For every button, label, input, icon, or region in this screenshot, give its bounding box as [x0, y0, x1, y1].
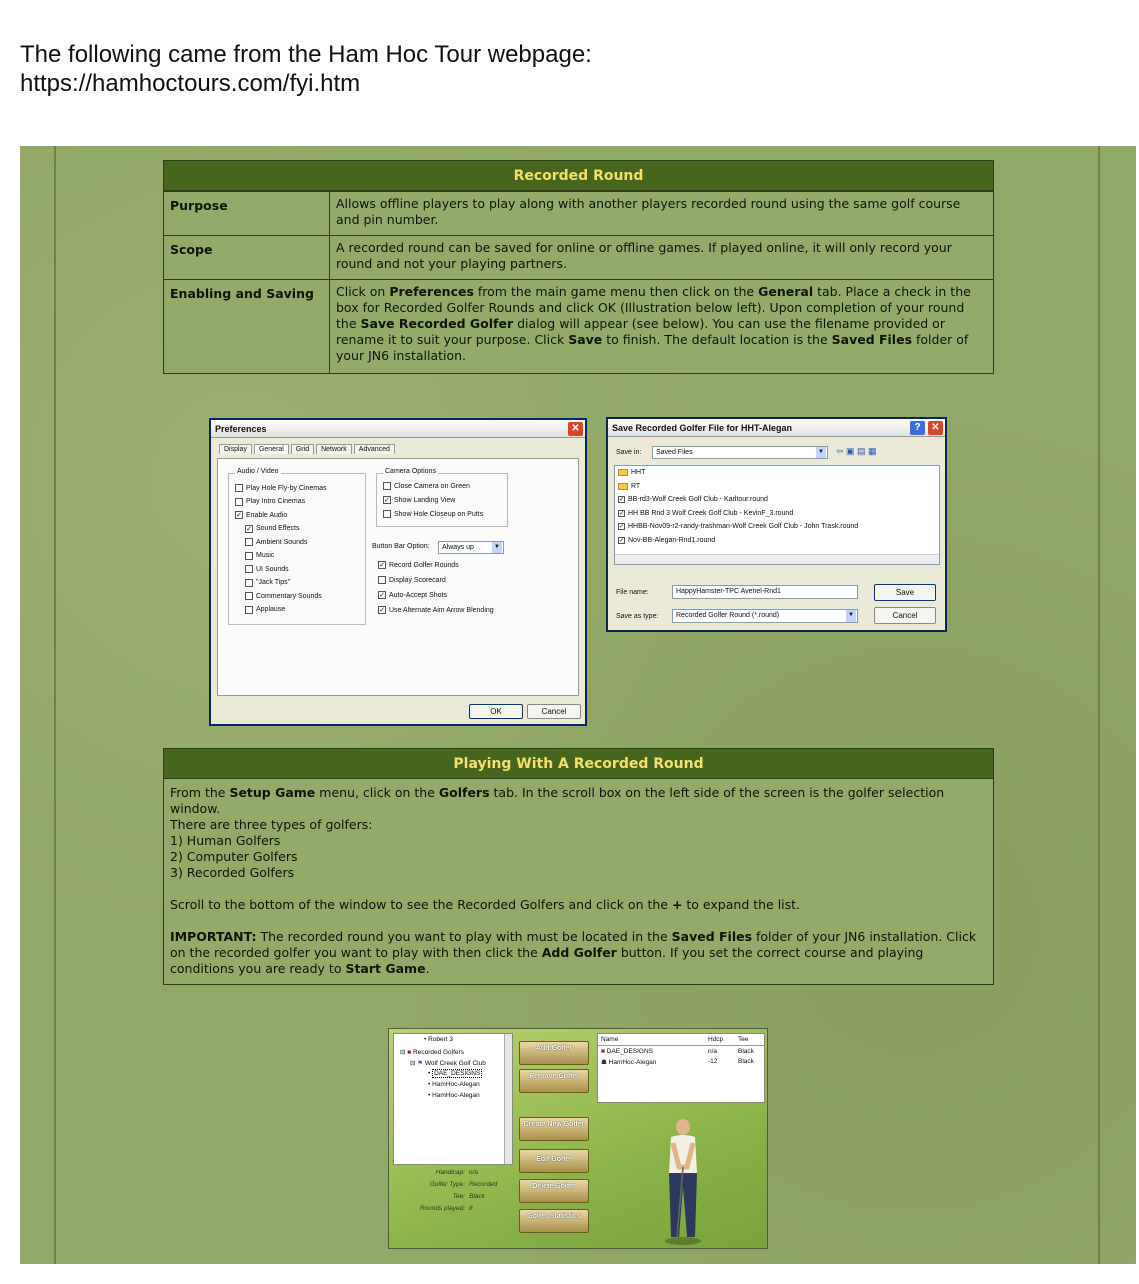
save-button[interactable]: Save: [874, 584, 936, 601]
audio-checkbox[interactable]: [245, 552, 274, 560]
text-run: .: [425, 961, 430, 976]
save-in-select[interactable]: [652, 446, 828, 459]
edit-golfer-button[interactable]: Edit Golfer: [519, 1149, 589, 1173]
option-checkbox[interactable]: [378, 561, 459, 569]
ok-button[interactable]: OK: [469, 704, 523, 719]
list-item[interactable]: [618, 469, 645, 476]
audio-label: Music: [256, 552, 275, 559]
right-rail: [1098, 146, 1100, 1264]
option-checkbox[interactable]: [378, 591, 447, 599]
chevron-down-icon[interactable]: ▼: [816, 447, 826, 458]
folder-icon: [618, 483, 628, 490]
option-label: Auto-Accept Shots: [389, 591, 447, 599]
save-type-text: Save as type:: [616, 613, 659, 620]
checkbox-empty-icon[interactable]: [245, 579, 253, 587]
audio-checkbox[interactable]: [245, 606, 285, 614]
checkmark-icon[interactable]: ✓: [379, 562, 385, 569]
text-run: folder of your JN6 installation. Click on the recorded golfer you want to play with then click the: [170, 929, 977, 960]
intro-text: [20, 40, 592, 98]
golfer-statistics-button[interactable]: Golfer Statistics: [519, 1209, 589, 1233]
create-new-golfer-button[interactable]: Create New Golfer: [519, 1117, 589, 1141]
text-run: menu, click on the: [315, 785, 439, 800]
tab-network[interactable]: Network: [316, 444, 352, 454]
option-label: Record Golfer Rounds: [389, 561, 459, 569]
file-name: Nov-BB-Alegan-Rnd1.round: [628, 536, 716, 544]
stat-label: Golfer Type:: [429, 1181, 465, 1188]
camera-label: Show Landing View: [394, 496, 456, 504]
option-label: Display Scorecard: [389, 576, 446, 584]
text-run: From the: [170, 785, 230, 800]
audio-checkbox[interactable]: [245, 579, 290, 587]
audio-label: Applause: [256, 606, 286, 613]
text-run: folder of your JN6 installation.: [336, 332, 969, 363]
option-checkbox[interactable]: [378, 576, 446, 584]
save-dialog-titlebar: [608, 419, 945, 437]
list-item[interactable]: [618, 523, 858, 530]
golfer-name: DAE_DESIGNS: [606, 1048, 653, 1055]
text-run: dialog will appear (see below). You can use the filename provided or rename it to suit your purpose. Click: [336, 316, 945, 347]
file-name: HH BB Rnd 3 Wolf Creek Golf Club - KevinF_3.round: [628, 509, 794, 517]
playing-title: Playing With A Recorded Round: [164, 749, 993, 779]
save-in-value: Saved Files: [656, 449, 693, 456]
save-type-select[interactable]: [672, 609, 858, 623]
save-in-label: [616, 449, 641, 456]
bold-run: General: [758, 284, 814, 299]
checkbox-empty-icon[interactable]: [245, 552, 253, 560]
button-bar-label: Button Bar Option:: [372, 543, 430, 550]
audio-checkbox[interactable]: [245, 592, 322, 600]
save-recorded-golfer-dialog: [606, 417, 947, 632]
audio-video-label: Audio / Video: [237, 468, 279, 475]
checkbox-empty-icon[interactable]: [378, 576, 386, 584]
bold-run: Save: [568, 332, 603, 347]
recorded-round-title: Recorded Round: [164, 161, 993, 191]
list-item[interactable]: [618, 537, 715, 544]
stat-value: Recorded: [469, 1181, 498, 1188]
audio-checkbox[interactable]: [235, 511, 287, 519]
cancel-button[interactable]: Cancel: [874, 607, 936, 624]
bold-run: Preferences: [389, 284, 474, 299]
preferences-title: Preferences: [215, 423, 267, 434]
remove-golfer-button[interactable]: Remove Golfer: [519, 1069, 589, 1093]
checkmark-icon[interactable]: ✓: [246, 525, 252, 533]
text-run: button. If you set the correct course and playing conditions you are ready to: [170, 945, 924, 976]
save-in-text: Save in:: [616, 449, 642, 456]
file-name: RT: [631, 482, 641, 490]
checkbox-empty-icon[interactable]: [383, 482, 391, 490]
paragraph: [170, 897, 987, 913]
row-value: Allows offline players to play along with another players recorded round using the same golf course and pin number.: [336, 196, 961, 227]
audio-label: Enable Audio: [246, 511, 288, 519]
list-item: 3) Recorded Golfers: [170, 865, 295, 880]
golfer-figure-icon: [649, 1117, 719, 1247]
navigation-icons[interactable]: ⇦ ▣ ▤ ▦: [836, 446, 877, 456]
golfer-icon: ■: [407, 1049, 412, 1056]
tree-label: Recorded Golfers: [413, 1049, 464, 1056]
option-checkbox[interactable]: [378, 606, 494, 614]
button-bar-value: Always up: [442, 544, 474, 551]
bold-run: Setup Game: [229, 785, 316, 800]
tree-label: Wolf Creek Golf Club: [424, 1060, 486, 1067]
text-run: tab. Place a check in the box for Recorded Golfer Rounds and click OK (Illustration below left). Upon completion of your round the: [336, 284, 971, 331]
tree-item[interactable]: ⊟ ■ Recorded Golfers: [400, 1049, 464, 1056]
row-value: A recorded round can be saved for online or offline games. If played online, it will only record your round and not your playing partners.: [336, 240, 952, 271]
folder-icon: [618, 469, 628, 476]
delete-golfer-button[interactable]: Delete Golfer: [519, 1179, 589, 1203]
checkbox-empty-icon[interactable]: [245, 592, 253, 600]
bold-run: Saved Files: [831, 332, 913, 347]
file-name-label: [616, 589, 649, 596]
bold-run: Start Game: [345, 961, 426, 976]
file-name-text: File name:: [616, 589, 649, 596]
text-run: to finish. The default location is the: [602, 332, 832, 347]
left-rail: [54, 146, 56, 1264]
text-run: to expand the list.: [682, 897, 801, 912]
person-icon: ☗: [601, 1059, 607, 1066]
preferences-tabs: [219, 444, 395, 454]
playing-recorded-round-table: [163, 748, 994, 985]
row-label: Purpose: [164, 192, 330, 235]
tab-advanced[interactable]: Advanced: [354, 444, 395, 454]
intro-url[interactable]: https://hamhoctours.com/fyi.htm: [20, 70, 361, 97]
preferences-dialog: [209, 418, 587, 726]
row-value: [330, 280, 993, 373]
audio-label: Play Intro Cinemas: [246, 498, 306, 505]
file-name: HHT: [631, 469, 646, 476]
table-row[interactable]: [601, 1048, 653, 1055]
preferences-titlebar: [211, 420, 585, 438]
text-run: Click on: [336, 284, 390, 299]
save-type-label: [616, 613, 658, 620]
file-list[interactable]: [614, 465, 940, 565]
stat-label: Rounds played:: [419, 1205, 465, 1212]
camera-label: Close Camera on Green: [394, 482, 470, 490]
camera-checkbox[interactable]: [383, 496, 455, 504]
intro-line-1: The following came from the Ham Hoc Tour webpage:: [20, 41, 592, 68]
list-item: 1) Human Golfers: [170, 833, 281, 848]
option-label: Use Alternate Aim Arrow Blending: [389, 606, 494, 614]
audio-checkbox[interactable]: [245, 565, 289, 573]
row-label: Enabling and Saving: [164, 280, 330, 373]
audio-checkbox[interactable]: [235, 498, 305, 506]
audio-label: Sound Effects: [256, 525, 300, 532]
paragraph: [170, 929, 987, 977]
bold-run: Add Golfer: [541, 945, 617, 960]
flag-icon: ⚑: [417, 1060, 424, 1067]
chevron-down-icon[interactable]: ▼: [492, 542, 502, 553]
horizontal-scrollbar[interactable]: [615, 554, 939, 564]
golfer-name: HamHoc-Alegan: [608, 1059, 657, 1066]
camera-label: Show Hole Closeup on Putts: [394, 510, 484, 518]
golfer-hdcp: n/a: [708, 1048, 718, 1055]
checkbox-empty-icon[interactable]: [235, 484, 243, 492]
column-header-tee[interactable]: Tee: [738, 1036, 749, 1043]
cancel-button[interactable]: Cancel: [527, 704, 581, 719]
stat-value: 8: [469, 1205, 473, 1212]
text-run: The recorded round you want to play with must be located in the: [256, 929, 672, 944]
file-icon: ✓: [619, 510, 625, 517]
table-row[interactable]: [601, 1058, 656, 1066]
checkmark-icon[interactable]: ✓: [379, 592, 385, 599]
tab-grid[interactable]: Grid: [291, 444, 314, 454]
list-item[interactable]: [618, 510, 793, 517]
bold-run: +: [671, 897, 683, 912]
tree-scrollbar[interactable]: [504, 1034, 512, 1164]
list-item: 2) Computer Golfers: [170, 849, 298, 864]
golfer-selection-screen: [388, 1028, 768, 1249]
tree-item-selected[interactable]: • DAE_DESIGNS: [428, 1070, 481, 1077]
tab-display[interactable]: Display: [219, 444, 252, 454]
stat-value: Black: [469, 1193, 485, 1200]
tree-item[interactable]: • HamHoc-Alegan: [428, 1081, 480, 1088]
checkbox-empty-icon[interactable]: [245, 565, 253, 573]
camera-options-group: [376, 468, 508, 527]
list-item[interactable]: [618, 496, 768, 503]
audio-checkbox[interactable]: [245, 538, 307, 546]
text-run: Scroll to the bottom of the window to see the Recorded Golfers and click on the: [170, 897, 672, 912]
audio-video-group: [228, 468, 366, 625]
table-row: [164, 191, 993, 235]
bold-run: IMPORTANT:: [170, 929, 257, 944]
audio-checkbox[interactable]: [245, 525, 299, 533]
playing-body: [164, 779, 993, 983]
file-name-value: HappyHamster-TPC Avenel-Rnd1: [676, 588, 781, 595]
bold-run: Saved Files: [671, 929, 753, 944]
bold-run: Golfers: [438, 785, 490, 800]
checkbox-empty-icon[interactable]: [245, 606, 253, 614]
save-dialog-title: Save Recorded Golfer File for HHT-Alegan: [612, 422, 793, 433]
tab-general[interactable]: General: [254, 444, 289, 454]
golfer-tee: Black: [738, 1048, 754, 1055]
checkmark-icon[interactable]: ✓: [236, 512, 242, 519]
add-golfer-button[interactable]: Add Golfer: [519, 1041, 589, 1065]
close-icon[interactable]: ✕: [928, 421, 943, 435]
file-name: HHBB-Nov09-r2-randy-trashman-Wolf Creek Golf Club - John Trask.round: [628, 523, 859, 530]
file-name: BB-rd3-Wolf Creek Golf Club - Karltour.round: [628, 496, 768, 503]
tree-item[interactable]: • HamHoc-Alegan: [428, 1092, 480, 1099]
paragraph: There are three types of golfers:: [170, 817, 373, 832]
stat-value: n/a: [469, 1169, 479, 1176]
row-label: Scope: [164, 236, 330, 279]
text-run: from the main game menu then click on the: [473, 284, 759, 299]
list-item[interactable]: [618, 483, 640, 490]
tree-label: HamHoc-Alegan: [432, 1081, 480, 1088]
golfer-tree[interactable]: [393, 1033, 513, 1165]
table-row: [164, 279, 993, 373]
file-icon: ✓: [619, 497, 625, 503]
golfer-tee: Black: [738, 1058, 754, 1065]
button-bar-option: [372, 543, 430, 550]
checkmark-icon[interactable]: ✓: [384, 497, 390, 504]
tree-label: HamHoc-Alegan: [432, 1092, 480, 1099]
stat-row: [403, 1193, 513, 1205]
audio-label: Ambient Sounds: [256, 538, 308, 546]
golfer-hdcp: -12: [708, 1058, 718, 1065]
stat-row: [403, 1181, 513, 1193]
help-icon[interactable]: ?: [910, 421, 925, 435]
camera-checkbox[interactable]: [383, 510, 483, 518]
checkbox-empty-icon[interactable]: [383, 510, 391, 518]
paragraph: [170, 785, 987, 817]
column-header-name[interactable]: Name: [601, 1036, 619, 1043]
tree-label: DAE_DESIGNS: [434, 1070, 481, 1077]
bold-run: Save Recorded Golfer: [360, 316, 514, 331]
camera-checkbox[interactable]: [383, 482, 470, 490]
checkmark-icon[interactable]: ✓: [379, 607, 385, 614]
tree-item[interactable]: ⊟ ⚑ Wolf Creek Golf Club: [410, 1060, 486, 1067]
tree-item[interactable]: • Robert 3: [424, 1036, 454, 1043]
close-icon[interactable]: ✕: [568, 422, 583, 436]
stat-row: [403, 1205, 513, 1217]
file-name-field[interactable]: [672, 585, 858, 599]
table-row: [164, 235, 993, 279]
header-divider: [598, 1045, 764, 1046]
golfer-stats: [403, 1169, 513, 1217]
audio-label: UI Sounds: [256, 565, 289, 573]
save-type-value: Recorded Golfer Round (*.round): [676, 612, 780, 619]
general-panel: [217, 458, 579, 696]
file-icon: ✓: [619, 524, 625, 530]
audio-label: "Jack Tips": [256, 579, 291, 586]
button-bar-select[interactable]: [438, 541, 504, 554]
golfer-icon: ■: [601, 1048, 605, 1055]
tree-label: Robert 3: [428, 1036, 454, 1043]
audio-label: Commentary Sounds: [256, 592, 322, 600]
checkbox-empty-icon[interactable]: [245, 538, 253, 546]
file-icon: ✓: [619, 537, 625, 544]
recorded-round-table: [163, 160, 994, 374]
stat-row: [403, 1169, 513, 1181]
stat-label: Handicap:: [435, 1169, 465, 1176]
camera-options-label: Camera Options: [385, 468, 436, 475]
audio-label: Play Hole Fly-by Cinemas: [246, 484, 327, 492]
column-header-hdcp[interactable]: Hdcp: [708, 1036, 724, 1043]
text-run: tab. In the scroll box on the left side of the screen is the golfer selection window.: [170, 785, 945, 816]
selected-golfers-list[interactable]: [597, 1033, 765, 1103]
audio-checkbox[interactable]: [235, 484, 327, 492]
checkbox-empty-icon[interactable]: [235, 498, 243, 506]
stat-label: Tee:: [452, 1193, 465, 1200]
chevron-down-icon[interactable]: ▼: [846, 610, 856, 622]
